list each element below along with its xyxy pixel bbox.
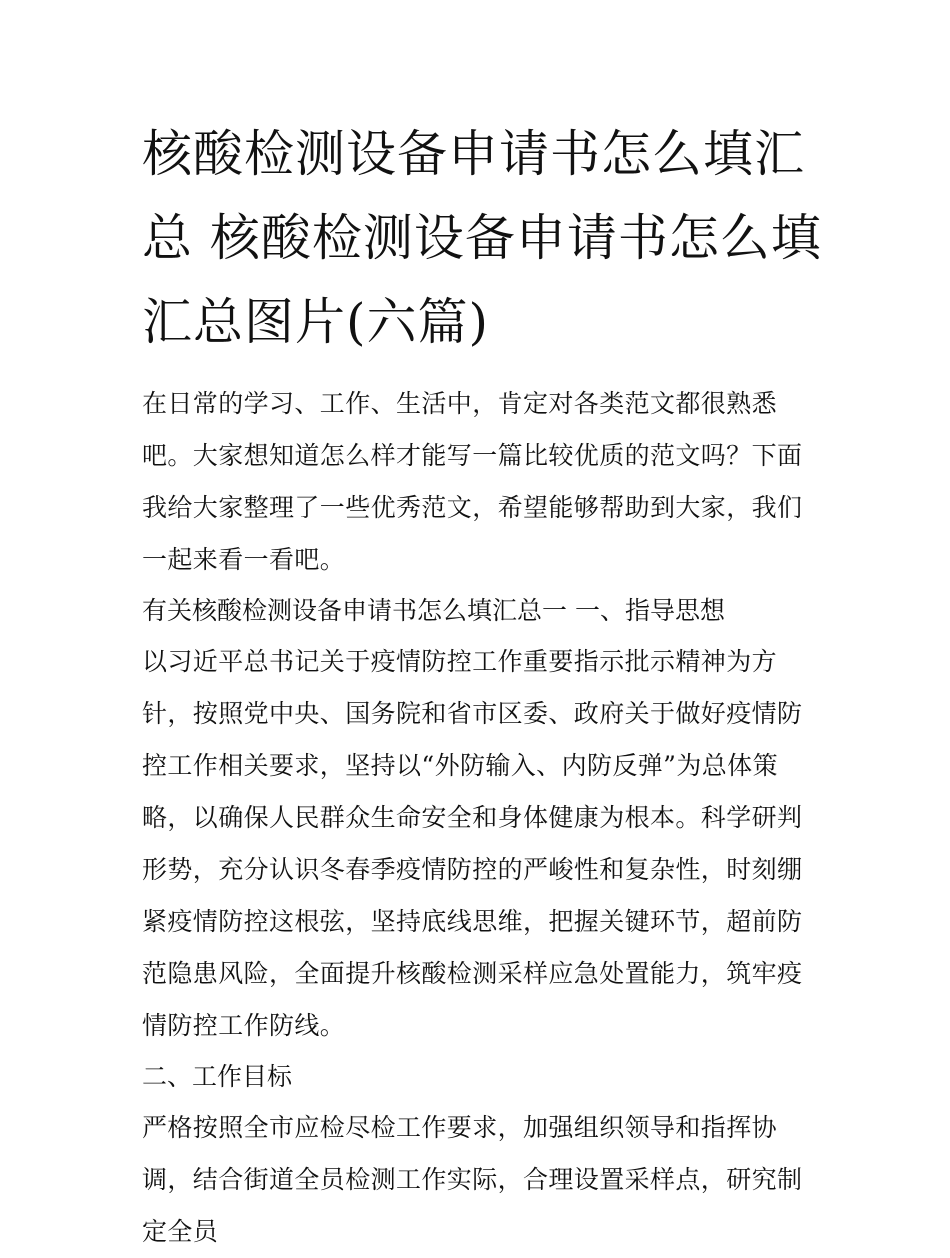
section1-heading: 有关核酸检测设备申请书怎么填汇总一 一、指导思想	[142, 596, 725, 625]
intro-paragraph: 在日常的学习、工作、生活中，肯定对各类范文都很熟悉吧。大家想知道怎么样才能写一篇比较优质的范文吗？下面我给大家整理了一些优秀范文，希望能够帮助到大家，我们一起来看一看吧。	[142, 389, 803, 574]
section2-paragraph: 严格按照全市应检尽检工作要求，加强组织领导和指挥协调，结合街道全员检测工作实际，合理设置采样点，研究制定全员	[142, 1113, 803, 1246]
section1-paragraph: 以习近平总书记关于疫情防控工作重要指示批示精神为方针，按照党中央、国务院和省市区委、政府关于做好疫情防控工作相关要求，坚持以“外防输入、内防反弹”为总体策略，以确保人民群众生命安全和身体健康为根本。科学研判形势，充分认识冬春季疫情防控的严峻性和复杂性，时刻绷紧疫情防控这根弦，坚持底线思维，把握关键环节，超前防范隐患风险，全面提升核酸检测采样应急处置能力，筑牢疫情防控工作防线。	[142, 647, 803, 1040]
document-page	[142, 112, 822, 1258]
section2-heading: 二、工作目标	[142, 1062, 293, 1091]
document-title: 核酸检测设备申请书怎么填汇总 核酸检测设备申请书怎么填汇总图片(六篇)	[142, 125, 822, 351]
